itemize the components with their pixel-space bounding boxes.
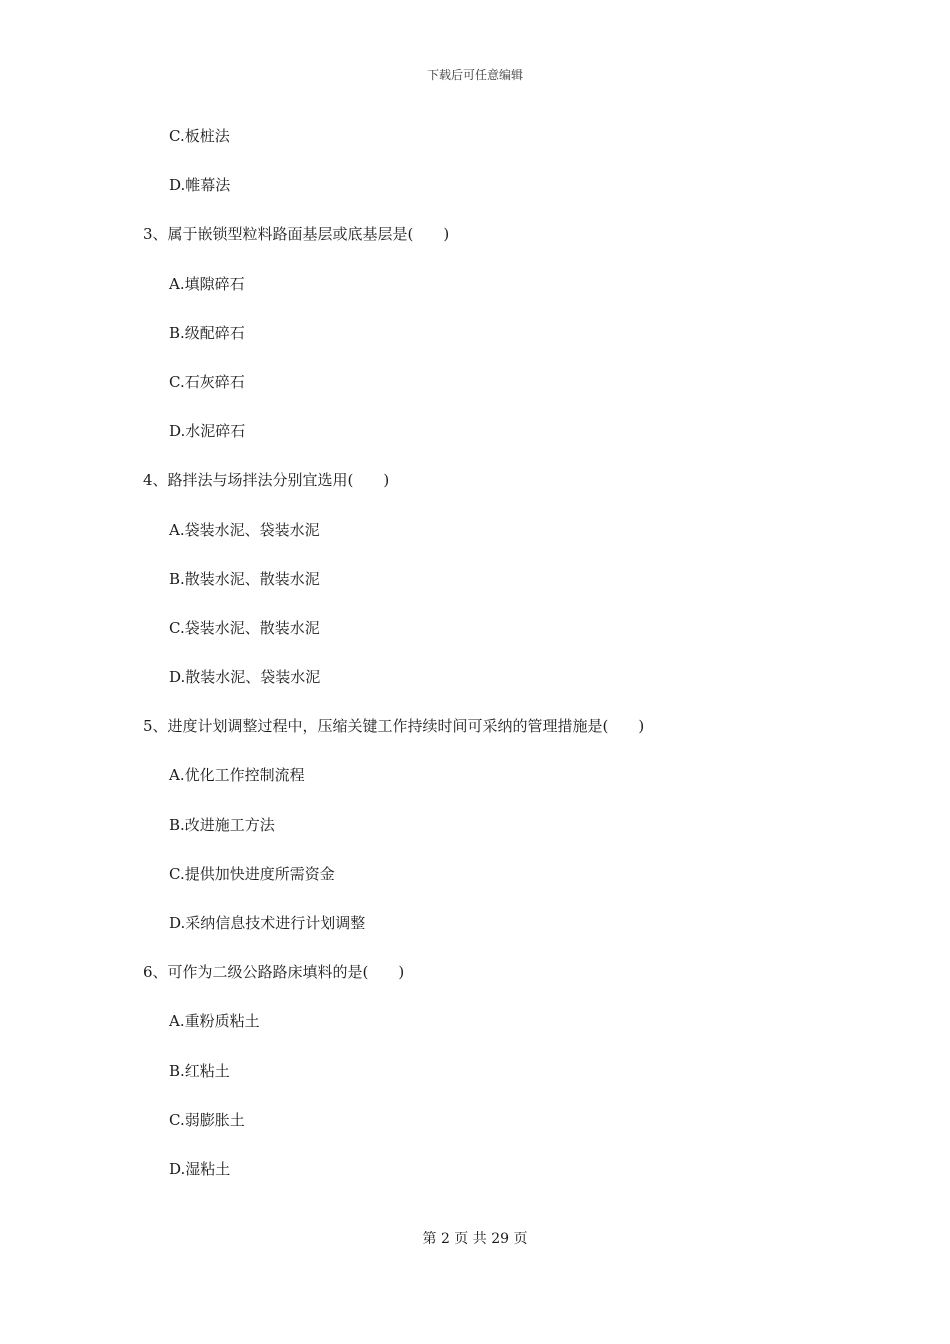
page-header: 下载后可任意编辑 bbox=[426, 68, 523, 82]
option-d-q4: D.散装水泥、袋装水泥 bbox=[169, 668, 321, 687]
option-c-q2: C.板桩法 bbox=[169, 127, 230, 145]
option-d-q6: D.湿粘土 bbox=[169, 1159, 231, 1178]
document-body bbox=[143, 121, 843, 1203]
option-c-q4: C.袋装水泥、散装水泥 bbox=[169, 618, 320, 637]
question-3: 3、属于嵌锁型粒料路面基层或底基层是( ) bbox=[143, 225, 450, 244]
page-footer: 第 2 页 共 29 页 bbox=[422, 1231, 528, 1247]
question-6: 6、可作为二级公路路床填料的是( ) bbox=[143, 963, 405, 982]
option-d-q3: D.水泥碎石 bbox=[169, 422, 246, 441]
option-c-q5: C.提供加快进度所需资金 bbox=[169, 864, 335, 883]
option-c-q3: C.石灰碎石 bbox=[169, 372, 245, 391]
option-c-q6: C.弱膨胀土 bbox=[169, 1110, 245, 1129]
option-d-q5: D.采纳信息技术进行计划调整 bbox=[169, 914, 366, 932]
question-5: 5、进度计划调整过程中，压缩关键工作持续时间可采纳的管理措施是( ) bbox=[143, 717, 645, 736]
option-a-q4: A.袋装水泥、袋装水泥 bbox=[169, 520, 320, 539]
option-b-q3: B.级配碎石 bbox=[169, 323, 245, 342]
option-b-q4: B.散装水泥、散装水泥 bbox=[169, 569, 320, 588]
option-b-q6: B.红粘土 bbox=[169, 1061, 230, 1080]
option-b-q5: B.改进施工方法 bbox=[169, 815, 275, 834]
option-d-q2: D.帷幕法 bbox=[169, 176, 231, 195]
question-4: 4、路拌法与场拌法分别宜选用( ) bbox=[143, 471, 390, 490]
option-a-q5: A.优化工作控制流程 bbox=[169, 766, 305, 785]
option-a-q3: A.填隙碎石 bbox=[169, 274, 245, 293]
option-a-q6: A.重粉质粘土 bbox=[169, 1012, 260, 1031]
